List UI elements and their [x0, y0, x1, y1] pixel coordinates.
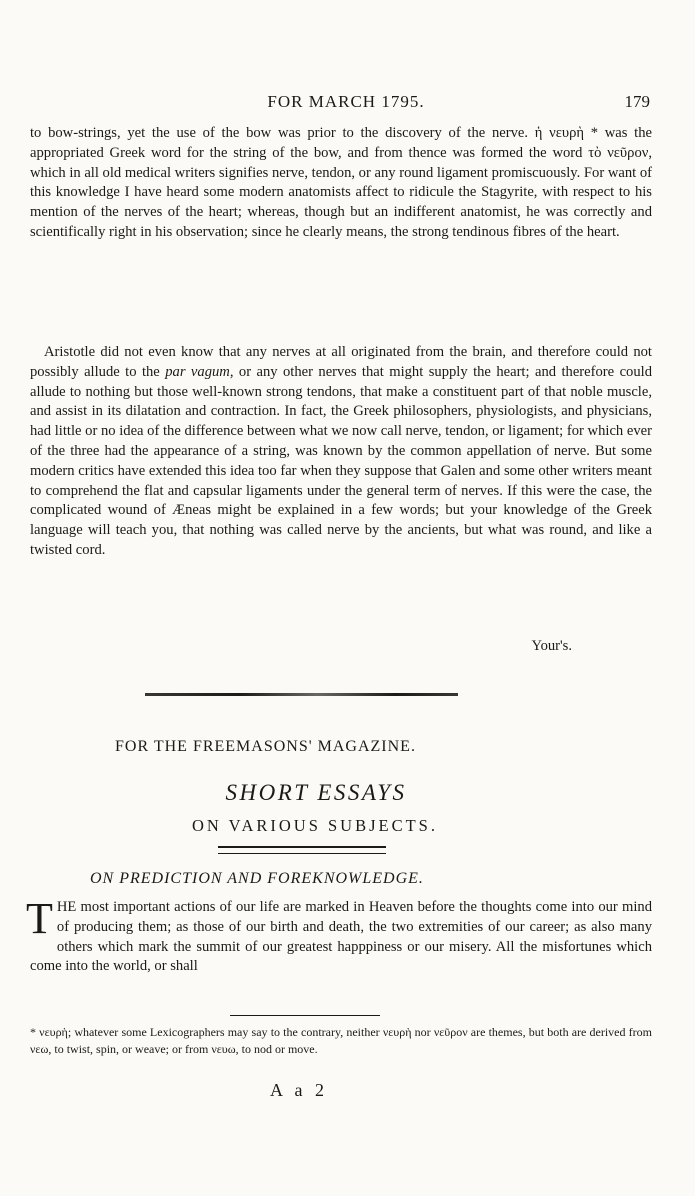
letter-paragraph-2-part-b: , or any other nerves that might supply the heart; and therefore could allude to nothing but those well-known strong tendons, that make a constituent part of that noble muscle, and assist in its dilatation and contraction. In fact, the Greek philosophers, physiologists, and physicians, had little or no idea of the difference between what we now call nerve, tendon, or ligament; for which ever of the three had the appearance of a string, was known by the common appellation of nerve. But some modern critics have extended this idea too far when they suppose that Galen and some other writers meant to comprehend the flat and capsular ligaments under the general term of nerves. If this were the case, the complicated wound of Æneas might be explained in a few words; but your knowledge of the Greek language will teach you, that nothing was called nerve by the ancients, but what was round, and like a twisted cord.: [30, 363, 652, 558]
magazine-page: [26, 0, 662, 1196]
drop-cap: T: [26, 894, 53, 943]
letter-paragraph-2-part-a: Aristotle did not even know that any nerves at all originated from the brain, and therefore could not possibly allude to the: [30, 344, 652, 380]
essay-subtitle: ON VARIOUS SUBJECTS.: [192, 816, 438, 835]
footnote-rule: [230, 1015, 380, 1016]
magazine-title: FOR THE FREEMASONS' MAGAZINE.: [115, 738, 416, 755]
letter-paragraph-2: [30, 343, 652, 561]
section-heading: ON PREDICTION AND FOREKNOWLEDGE.: [90, 870, 424, 887]
essay-body: [26, 894, 652, 977]
running-title: FOR MARCH 1795.: [267, 92, 425, 111]
essay-body-text: HE most important actions of our life are marked in Heaven before the thoughts come into our mind of producing them; as those of our birth and death, the two extremities of our career; as also many others which mark the summit of our greatest happpiness or our misery. All the misfortunes which come into the world, or shall: [30, 899, 652, 975]
double-rule-divider: [218, 846, 386, 854]
section-divider-rule: [145, 693, 458, 696]
running-head: [30, 92, 662, 114]
par-vagum-term: par vagum: [165, 363, 230, 380]
letter-paragraph-1: to bow-strings, yet the use of the bow was prior to the discovery of the nerve. ἡ νευρὴ * was the appropriated Greek word for the string of the bow, and from thence was formed the word τὸ νεῦρον, which in all old medical writers signifies nerve, tendon, or any round ligament promiscuously. For want of this knowledge I have heard some modern anatomists affect to ridicule the Stagyrite, with respect to his mention of the nerves of the heart; whereas, though but an indifferent anatomist, he was correctly and scientifically right in his observation; since he clearly means, the strong tendinous fibres of the heart.: [30, 125, 652, 240]
letter-signoff: Your's.: [531, 638, 572, 654]
footnote: * νευρὴ; whatever some Lexicographers may say to the contrary, neither νευρὴ nor νεῦρον are themes, but both are derived from νεω, to twist, spin, or weave; or from νευω, to nod or move.: [30, 1025, 652, 1056]
signature-mark: A a 2: [270, 1080, 328, 1100]
essay-title: SHORT ESSAYS: [225, 780, 407, 805]
page-number: 179: [624, 92, 650, 111]
